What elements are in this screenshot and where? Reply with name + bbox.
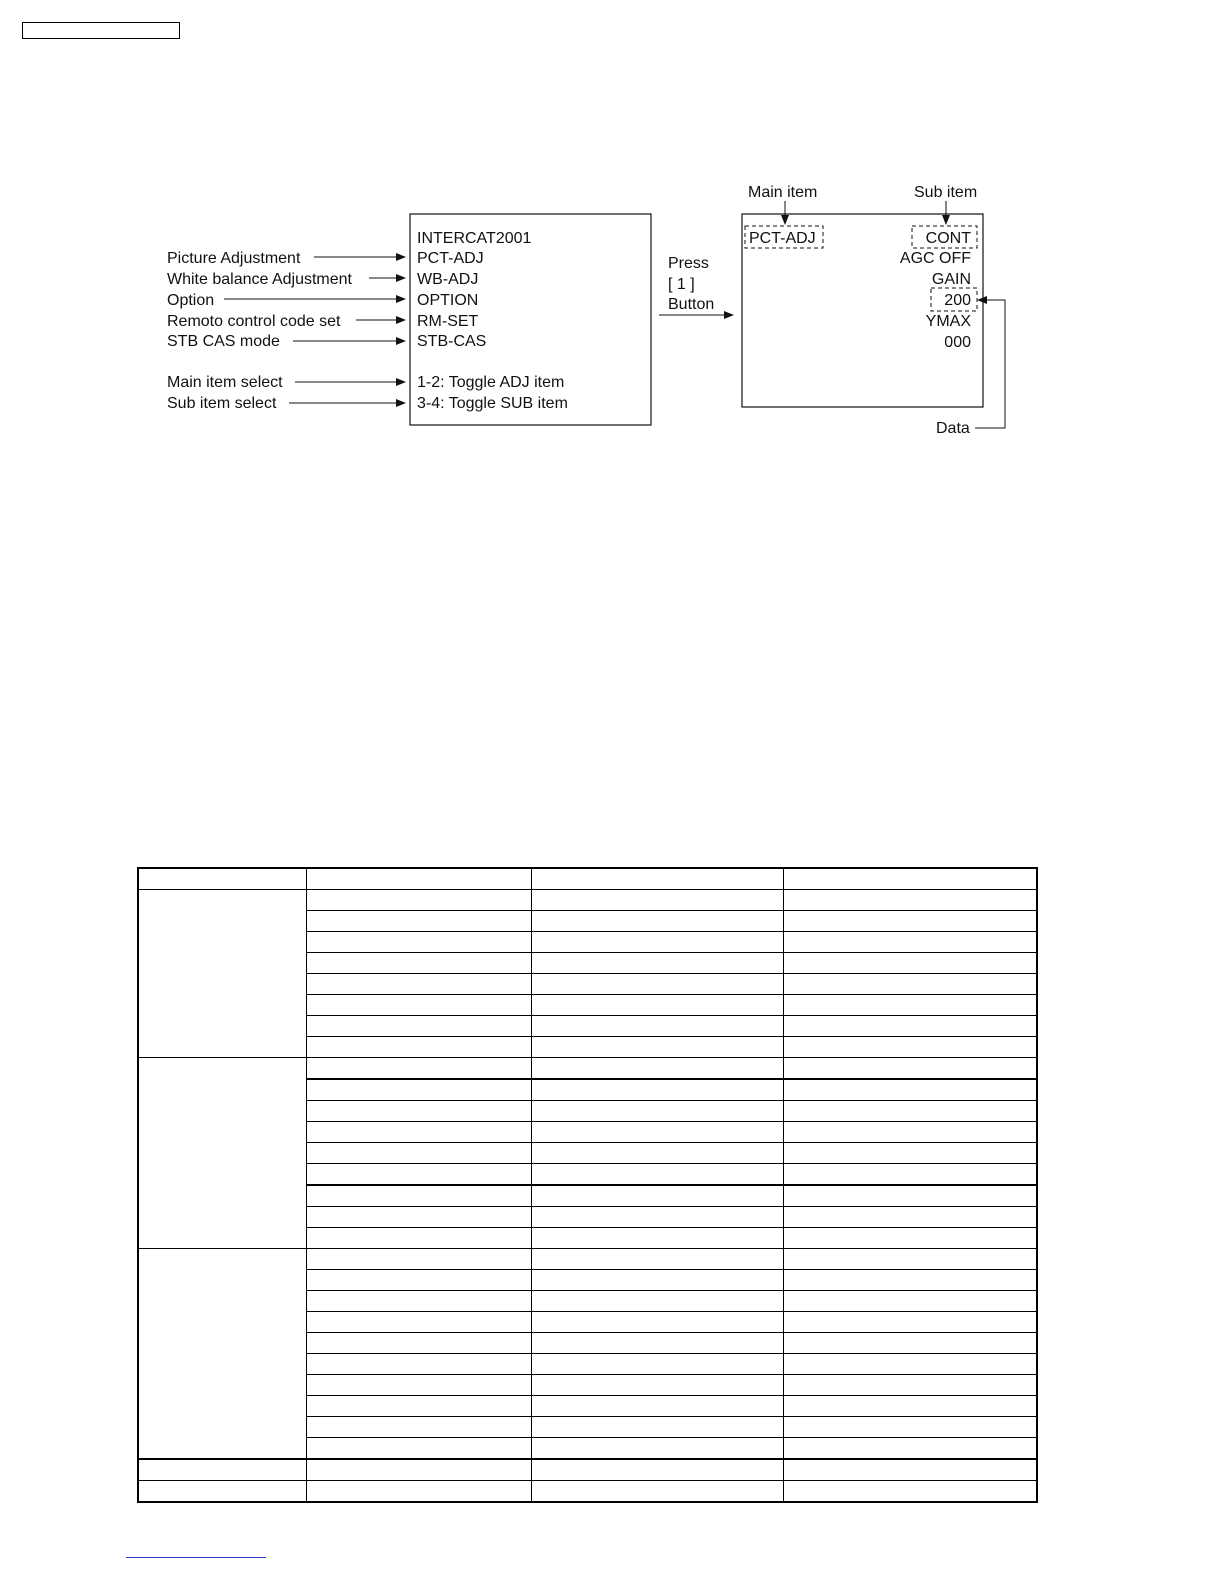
menu-hint-toggle-adj: 1-2: Toggle ADJ item (417, 374, 565, 391)
table-cell (783, 932, 1037, 953)
table-row (138, 1481, 1037, 1503)
table-row (138, 1459, 1037, 1481)
table-cell (306, 1249, 531, 1270)
table-cell (531, 974, 783, 995)
table-cell (783, 1122, 1037, 1143)
table-cell (306, 1228, 531, 1249)
table-cell (531, 1207, 783, 1228)
menu-item-rm-set: RM-SET (417, 313, 479, 330)
menu-item-pct-adj: PCT-ADJ (417, 250, 484, 267)
table-cell (306, 1417, 531, 1438)
table-cell (306, 1207, 531, 1228)
table-cell (783, 1228, 1037, 1249)
table-cell (531, 1396, 783, 1417)
table-cell (306, 1438, 531, 1460)
ymax-label: YMAX (925, 313, 971, 330)
label-option: Option (167, 292, 215, 309)
table-cell (531, 995, 783, 1016)
table-cell (783, 1417, 1037, 1438)
table-cell (783, 911, 1037, 932)
label-white-balance-adjustment: White balance Adjustment (167, 271, 352, 288)
table-cell (306, 1354, 531, 1375)
table-cell (783, 868, 1037, 890)
table-cell (531, 1354, 783, 1375)
table-cell (531, 1122, 783, 1143)
table-cell (138, 1459, 306, 1481)
press-key-label: [ 1 ] (668, 276, 695, 293)
table-cell (531, 1375, 783, 1396)
table-cell (306, 1058, 531, 1080)
table-cell (783, 1375, 1037, 1396)
table-row (138, 890, 1037, 911)
adjustment-table (137, 867, 1038, 1503)
table-cell (531, 1291, 783, 1312)
table-cell (306, 1101, 531, 1122)
menu-item-option: OPTION (417, 292, 479, 309)
table-cell (531, 953, 783, 974)
table-cell (531, 1016, 783, 1037)
table-cell (306, 1375, 531, 1396)
table-cell (531, 911, 783, 932)
label-remote-control-code-set: Remoto control code set (167, 313, 341, 330)
table-cell (531, 1481, 783, 1503)
table-cell (531, 868, 783, 890)
table-cell (138, 1481, 306, 1503)
table-cell (531, 1079, 783, 1101)
table-cell (783, 1291, 1037, 1312)
table-cell (531, 1101, 783, 1122)
table-cell (306, 1396, 531, 1417)
table-cell (306, 932, 531, 953)
table-cell (531, 1185, 783, 1207)
agc-status: AGC OFF (899, 250, 971, 267)
table-cell (306, 890, 531, 911)
menu-hint-toggle-sub: 3-4: Toggle SUB item (417, 395, 568, 412)
table-cell (531, 1438, 783, 1460)
table-cell (783, 1101, 1037, 1122)
table-group-cell (138, 1249, 306, 1460)
sub-item-value: CONT (925, 230, 971, 247)
table-cell (783, 1185, 1037, 1207)
table-cell (783, 1037, 1037, 1058)
table-cell (783, 890, 1037, 911)
table-cell (306, 1143, 531, 1164)
menu-item-stb-cas: STB-CAS (417, 333, 487, 350)
data-caption: Data (936, 420, 970, 437)
table-cell (783, 1481, 1037, 1503)
table-cell (531, 1459, 783, 1481)
table-cell (783, 1459, 1037, 1481)
table-cell (306, 1270, 531, 1291)
table-row (138, 868, 1037, 890)
table-cell (531, 1270, 783, 1291)
table-row (138, 1249, 1037, 1270)
label-picture-adjustment: Picture Adjustment (167, 250, 301, 267)
table-cell (306, 1037, 531, 1058)
table-cell (783, 1333, 1037, 1354)
table-cell (531, 890, 783, 911)
table-cell (531, 1058, 783, 1080)
label-stb-cas-mode: STB CAS mode (167, 333, 280, 350)
table-cell (783, 1354, 1037, 1375)
table-cell (306, 1079, 531, 1101)
table-cell (306, 1185, 531, 1207)
table-cell (783, 974, 1037, 995)
ymax-value: 000 (944, 334, 971, 351)
table-cell (306, 953, 531, 974)
table-cell (783, 1079, 1037, 1101)
table-group-cell (138, 890, 306, 1058)
table-cell (306, 911, 531, 932)
table-cell (531, 1417, 783, 1438)
menu-title: INTERCAT2001 (417, 230, 532, 247)
table-cell (783, 1058, 1037, 1080)
table-cell (306, 1164, 531, 1186)
table-cell (306, 1481, 531, 1503)
table-cell (783, 1312, 1037, 1333)
table-cell (783, 1143, 1037, 1164)
table-cell (306, 1122, 531, 1143)
menu-item-wb-adj: WB-ADJ (417, 271, 479, 288)
footer-link-line (126, 1557, 266, 1558)
table-cell (783, 1438, 1037, 1460)
table-cell (783, 995, 1037, 1016)
arrow-data (975, 300, 1005, 428)
table-cell (306, 1291, 531, 1312)
label-main-item-select: Main item select (167, 374, 283, 391)
table-cell (306, 974, 531, 995)
table-cell (306, 868, 531, 890)
table-cell (531, 1143, 783, 1164)
gain-value: 200 (944, 292, 971, 309)
table-cell (531, 1164, 783, 1186)
service-menu-diagram (0, 0, 1224, 460)
sub-item-caption: Sub item (914, 184, 978, 201)
main-item-caption: Main item (748, 184, 818, 201)
label-sub-item-select: Sub item select (167, 395, 277, 412)
table-cell (783, 1270, 1037, 1291)
table-cell (783, 1396, 1037, 1417)
table-cell (306, 1459, 531, 1481)
gain-label: GAIN (931, 271, 971, 288)
table-group-cell (138, 1058, 306, 1249)
press-label: Press (668, 255, 709, 272)
table-cell (531, 1333, 783, 1354)
press-button-label: Button (668, 296, 715, 313)
table-cell (531, 1228, 783, 1249)
table-cell (306, 1016, 531, 1037)
table-cell (783, 1164, 1037, 1186)
table-cell (783, 1207, 1037, 1228)
table-cell (306, 1333, 531, 1354)
table-cell (531, 1312, 783, 1333)
table-row (138, 1058, 1037, 1080)
table-cell (531, 932, 783, 953)
main-item-value: PCT-ADJ (749, 230, 816, 247)
table-cell (306, 995, 531, 1016)
table-cell (531, 1037, 783, 1058)
table-cell (138, 868, 306, 890)
table-cell (306, 1312, 531, 1333)
table-cell (783, 1249, 1037, 1270)
table-cell (783, 1016, 1037, 1037)
table-cell (783, 953, 1037, 974)
table-cell (531, 1249, 783, 1270)
